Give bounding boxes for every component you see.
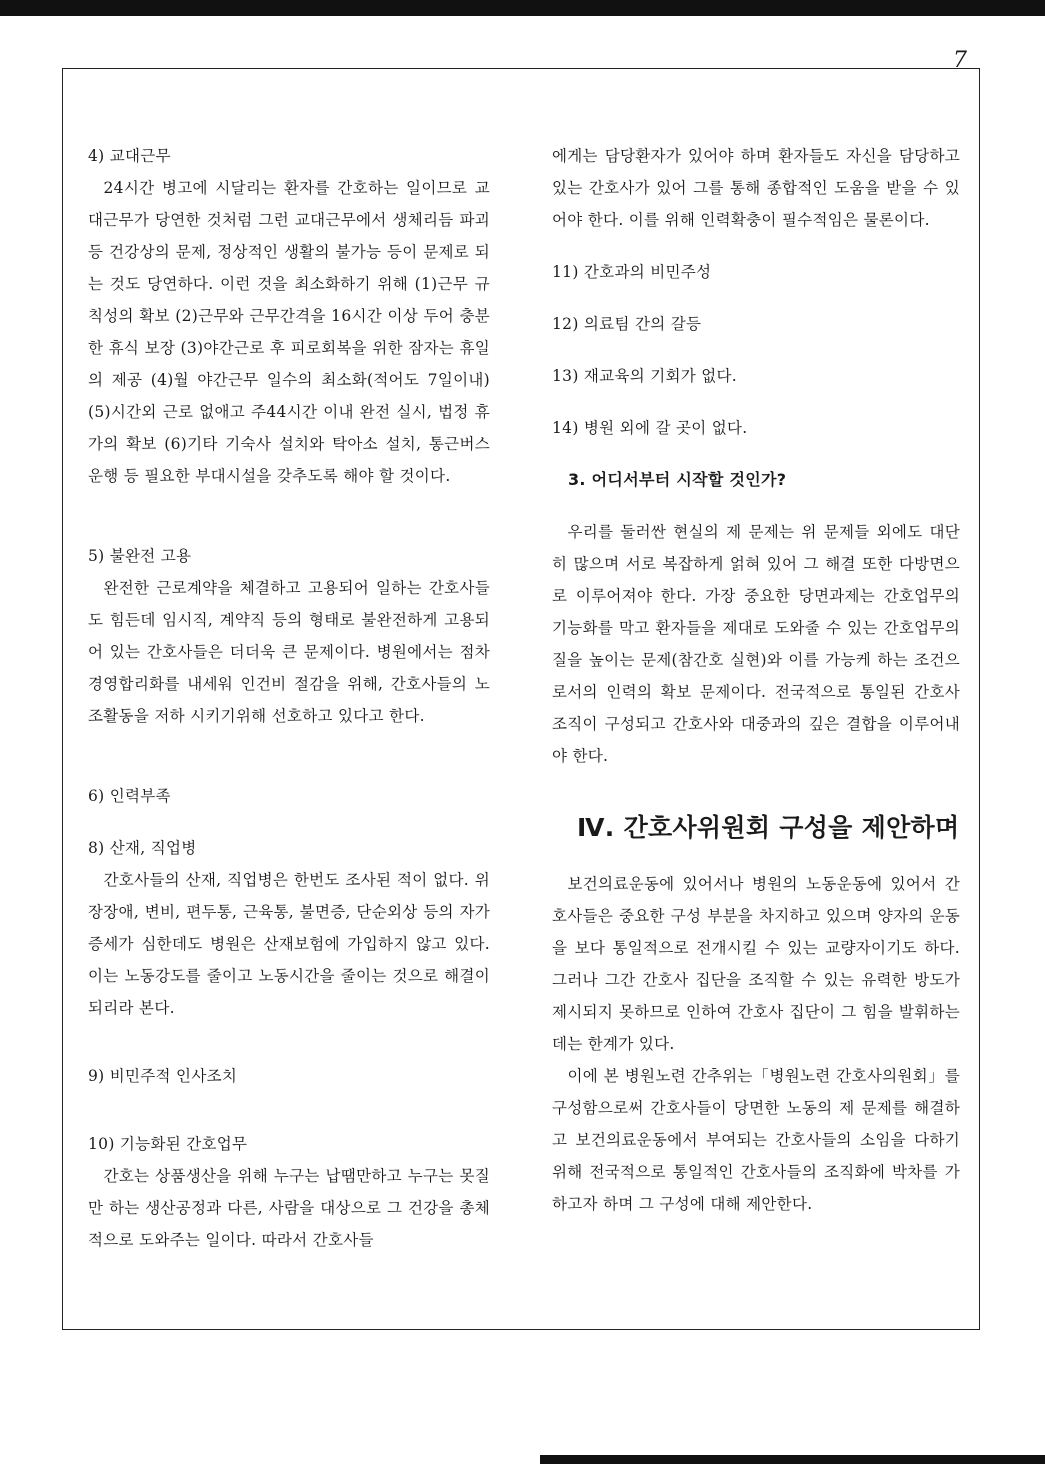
chapter-3-text: 우리를 둘러싼 현실의 제 문제는 위 문제들 외에도 대단히 많으며 서로 복잡하게 얽혀 있어 그 해결 또한 다방면으로 이루어져야 한다. 가장 중요한 당면과제는 간호업무의 기능화를 막고 환자들을 제대로 도와줄 수 있는 간호업무의 질을 높이는 문제(참간호 실현)와 이를 가능케 하는 조건으로서의 인력의 확보 문제이다. 전국적으로 통일된 간호사 조직이 구성되고 간호사와 대중과의 깊은 결합을 이루어내야 한다. [552,523,960,765]
right-column [552,140,960,1220]
page-number: 7 [953,48,967,73]
section-11-heading: 11) 간호과의 비민주성 [552,263,712,281]
chapter-3-heading: 3. 어디서부터 시작할 것인가? [568,470,787,489]
section-8-heading: 8) 산재, 직업병 [88,839,197,857]
bottom-scan-bar [540,1455,1045,1464]
section-8-text: 간호사들의 산재, 직업병은 한번도 조사된 적이 없다. 위장장애, 변비, 편두통, 근육통, 불면증, 단순외상 등의 자가증세가 심한데도 병원은 산재보험에 가입하지 않고 있다. 이는 노동강도를 줄이고 노동시간을 줄이는 것으로 해결이 되리라 본다. [88,871,490,1017]
section-12-heading: 12) 의료팀 간의 갈등 [552,315,702,333]
section-5-text: 완전한 근로계약을 체결하고 고용되어 일하는 간호사들도 힘든데 임시직, 계약직 등의 형태로 불완전하게 고용되어 있는 간호사들은 더더욱 큰 문제이다. 병원에서는 점차 경영합리화를 내세워 인건비 절감을 위해, 간호사들의 노조활동을 저하 시키기위해 선호하고 있다고 한다. [88,579,490,725]
section-4-text: 24시간 병고에 시달리는 환자를 간호하는 일이므로 교대근무가 당연한 것처럼 그런 교대근무에서 생체리듬 파괴등 건강상의 문제, 정상적인 생활의 불가능 등이 문제로 되는 것도 당연하다. 이런 것을 최소화하기 위해 (1)근무 규칙성의 확보 (2)근무와 근무간격을 16시간 이상 두어 충분한 휴식 보장 (3)야간근로 후 피로회복을 위한 잠자는 휴일의 제공 (4)월 야간근무 일수의 최소화(적어도 7일이내) (5)시간외 근로 없애고 주44시간 이내 완전 실시, 법정 휴가의 확보 (6)기타 기숙사 설치와 탁아소 설치, 통근버스 운행 등 필요한 부대시설을 갖추도록 해야 할 것이다. [88,179,490,485]
part-4-paragraph-2: 이에 본 병원노련 간추위는「병원노련 간호사의원회」를 구성함으로써 간호사들이 당면한 노동의 제 문제를 해결하고 보건의료운동에서 부여되는 간호사들의 소임을 다하기 위해 전국적으로 통일적인 간호사들의 조직화에 박차를 가하고자 하며 그 구성에 대해 제안한다. [552,1067,960,1213]
part-4-heading: Ⅳ. 간호사위원회 구성을 제안하며 [577,813,960,842]
part-4-paragraph-1: 보건의료운동에 있어서나 병원의 노동운동에 있어서 간호사들은 중요한 구성 부분을 차지하고 있으며 양자의 운동을 보다 통일적으로 전개시킬 수 있는 교량자이기도 하다. 그러나 그간 간호사 집단을 조직할 수 있는 유력한 방도가 제시되지 못하므로 인하여 간호사 집단이 그 힘을 발휘하는데는 한계가 있다. [552,875,960,1053]
top-scan-bar [0,0,1045,16]
continued-text: 에게는 담당환자가 있어야 하며 환자들도 자신을 담당하고 있는 간호사가 있어 그를 통해 종합적인 도움을 받을 수 있어야 한다. 이를 위해 인력확충이 필수적임은 물론이다. [552,147,960,229]
section-10-text: 간호는 상품생산을 위해 누구는 납땜만하고 누구는 못질만 하는 생산공정과 다른, 사람을 대상으로 그 건강을 총체적으로 도와주는 일이다. 따라서 간호사들 [88,1167,490,1249]
section-14-heading: 14) 병원 외에 갈 곳이 없다. [552,419,748,437]
section-9-heading: 9) 비민주적 인사조치 [88,1067,238,1085]
section-5-heading: 5) 불완전 고용 [88,547,192,565]
left-column [88,140,490,1256]
section-10-heading: 10) 기능화된 간호업무 [88,1135,248,1153]
section-4-heading: 4) 교대근무 [88,147,171,165]
section-6-heading: 6) 인력부족 [88,787,171,805]
section-13-heading: 13) 재교육의 기회가 없다. [552,367,738,385]
